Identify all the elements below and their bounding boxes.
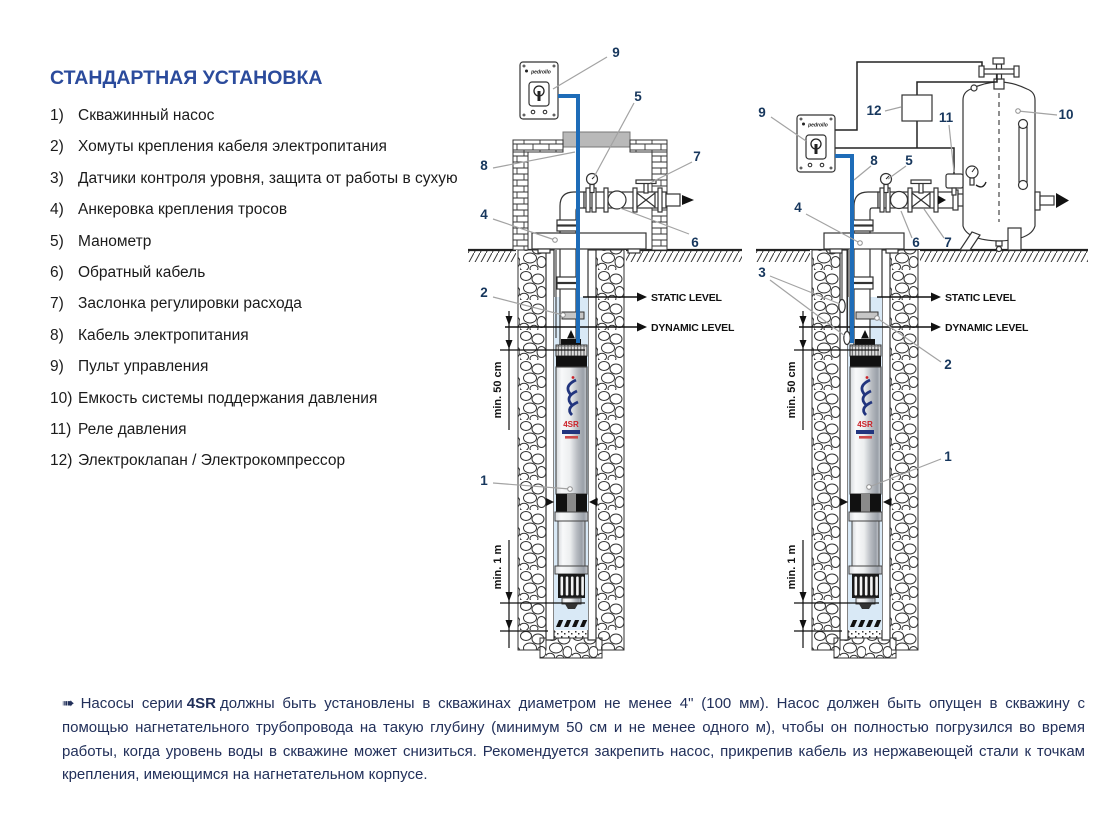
legend-item-9 bbox=[50, 351, 480, 382]
dynamic-level-label: DYNAMIC LEVEL bbox=[945, 322, 1029, 334]
installation-diagrams bbox=[460, 25, 1100, 670]
legend-num: 6) bbox=[50, 263, 64, 281]
legend-label: Электроклапан / Электрокомпрессор bbox=[78, 452, 346, 470]
callout-2: 2 bbox=[944, 357, 952, 372]
legend-label: Манометр bbox=[78, 232, 152, 250]
callout-10: 10 bbox=[1058, 107, 1074, 122]
well-left bbox=[492, 248, 735, 660]
callout-1: 1 bbox=[480, 473, 488, 488]
legend-label: Емкость системы поддержания давления bbox=[78, 389, 378, 407]
legend-num: 3) bbox=[50, 169, 64, 187]
pipe-flange bbox=[1035, 192, 1040, 210]
callout-1: 1 bbox=[944, 449, 952, 464]
installation-note bbox=[62, 692, 1085, 787]
note-pump-model: 4SR bbox=[186, 695, 216, 712]
well-casing bbox=[546, 250, 554, 640]
electro-compressor-box bbox=[902, 95, 932, 121]
callout-12: 12 bbox=[866, 103, 882, 118]
pipe-flange bbox=[557, 220, 579, 225]
legend-item-7 bbox=[50, 288, 480, 319]
legend-num: 1) bbox=[50, 107, 64, 124]
pipe-flange bbox=[851, 226, 873, 231]
callout-4: 4 bbox=[794, 200, 802, 215]
pipe-flange bbox=[851, 284, 873, 290]
brand-dot bbox=[525, 70, 528, 73]
valve-handle bbox=[911, 180, 931, 184]
pump-label-band bbox=[562, 430, 580, 434]
well-wall-stones bbox=[890, 250, 918, 650]
well-right bbox=[786, 248, 1029, 660]
legend-item-10 bbox=[50, 383, 480, 414]
well-wall-stones bbox=[596, 250, 624, 650]
gravel bbox=[848, 630, 882, 638]
pump-model-label: 4SR bbox=[857, 420, 873, 429]
note-lead: Насосы серии bbox=[80, 695, 183, 712]
brand-label: pedrollo bbox=[808, 122, 828, 129]
legend-label: Датчики контроля уровня, защита от работы в сухую bbox=[78, 169, 458, 187]
min-1m-label: min. 1 m bbox=[786, 544, 798, 590]
pipe-flange bbox=[557, 226, 579, 231]
control-panel bbox=[520, 62, 558, 119]
pump-label-band bbox=[565, 436, 578, 439]
callout-8: 8 bbox=[870, 153, 878, 168]
diagram-right-pressure-system-installation bbox=[756, 58, 1088, 660]
diagram-left-borehole-installation bbox=[468, 45, 742, 660]
legend-num: 5) bbox=[50, 232, 64, 250]
callout-7: 7 bbox=[693, 149, 701, 164]
legend-label: Пульт управления bbox=[78, 358, 209, 376]
pipe-flange bbox=[557, 284, 579, 290]
pump-motor bbox=[852, 521, 879, 566]
callout-3: 3 bbox=[758, 265, 766, 280]
page-title: СТАНДАРТНАЯ УСТАНОВКА bbox=[50, 67, 323, 90]
legend-num: 9) bbox=[50, 358, 64, 376]
legend-label: Хомуты крепления кабеля электропитания bbox=[78, 138, 387, 156]
legend-num: 8) bbox=[50, 326, 64, 344]
legend-label: Заслонка регулировки расхода bbox=[78, 295, 302, 313]
callout-7: 7 bbox=[944, 235, 952, 250]
legend-num: 12) bbox=[50, 452, 73, 470]
callout-5: 5 bbox=[905, 153, 913, 168]
dynamic-level-label: DYNAMIC LEVEL bbox=[651, 322, 735, 334]
level-probe bbox=[839, 300, 845, 313]
callout-11: 11 bbox=[938, 110, 954, 125]
pump-model-label: 4SR bbox=[563, 420, 579, 429]
callout-6: 6 bbox=[691, 235, 699, 250]
well-bottom-stones bbox=[834, 638, 896, 658]
brand-dot bbox=[802, 123, 805, 126]
min-50cm-label: min. 50 cm bbox=[492, 361, 504, 419]
pump-motor bbox=[558, 521, 585, 566]
legend-item-3 bbox=[50, 163, 480, 194]
check-valve bbox=[891, 192, 908, 209]
well-casing bbox=[882, 250, 890, 640]
legend-item-5 bbox=[50, 226, 480, 257]
check-valve bbox=[608, 191, 626, 209]
note-body: должны быть установлены в скважинах диаметром не менее 4" (100 мм). Насос должен быть опущен в скважину с помощью нагнетательного трубопровода на такую глубину (минимум 50 см и не менее одного м), чтобы он полностью погрузился во время работы, когда уровень воды в скважине может снизиться. Рекомендуется закрепить насос, прикрепив кабель из нержавеющей стали к точкам крепления, имеющимся на нагнетательном корпусе. bbox=[62, 695, 1085, 784]
legend-label: Анкеровка крепления тросов bbox=[78, 201, 288, 219]
tank-drain bbox=[997, 247, 1002, 252]
min-50cm-label: min. 50 cm bbox=[786, 361, 798, 419]
outlet-pipe bbox=[1040, 196, 1054, 205]
legend-label: Скважинный насос bbox=[78, 107, 215, 124]
legend-item-11 bbox=[50, 414, 480, 445]
pipe-flange bbox=[658, 188, 662, 212]
callout-6: 6 bbox=[912, 235, 920, 250]
min-1m-label: min. 1 m bbox=[492, 544, 504, 590]
tank-leg bbox=[960, 232, 980, 250]
callout-9: 9 bbox=[612, 45, 620, 60]
legend-num: 4) bbox=[50, 201, 64, 219]
legend-label: Реле давления bbox=[78, 420, 187, 438]
legend-item-12 bbox=[50, 445, 480, 476]
well-casing bbox=[588, 250, 596, 640]
pressure-tank bbox=[960, 58, 1069, 252]
legend-item-4 bbox=[50, 194, 480, 225]
legend-label: Кабель электропитания bbox=[78, 326, 249, 344]
legend-num: 11) bbox=[50, 420, 72, 438]
legend-item-1 bbox=[50, 100, 480, 131]
legend-item-8 bbox=[50, 320, 480, 351]
flow-arrow-out bbox=[1056, 193, 1069, 208]
brand-label: pedrollo bbox=[531, 69, 551, 76]
callout-9: 9 bbox=[758, 105, 766, 120]
pipe-flange bbox=[934, 188, 938, 212]
callout-5: 5 bbox=[634, 89, 642, 104]
legend-num: 7) bbox=[50, 295, 64, 313]
pipe-flange bbox=[557, 277, 579, 283]
note-arrow-icon: ➠ bbox=[62, 695, 75, 712]
tank-leg bbox=[1008, 228, 1021, 250]
callout-8: 8 bbox=[480, 158, 488, 173]
flow-arrow bbox=[682, 195, 694, 205]
callout-4: 4 bbox=[480, 207, 488, 222]
pit-cover-slab bbox=[563, 132, 630, 147]
pipe-flange bbox=[851, 220, 873, 225]
callout-2: 2 bbox=[480, 285, 488, 300]
static-level-label: STATIC LEVEL bbox=[651, 292, 722, 304]
legend-num: 10) bbox=[50, 389, 73, 407]
static-level-label: STATIC LEVEL bbox=[945, 292, 1016, 304]
legend-label: Обратный кабель bbox=[78, 263, 206, 281]
legend-num: 2) bbox=[50, 138, 64, 156]
well-bottom-stones bbox=[540, 638, 602, 658]
ground-surface bbox=[756, 250, 1088, 262]
well-wall-stones bbox=[812, 250, 840, 650]
pump-label-band bbox=[856, 430, 874, 434]
legend-item-6 bbox=[50, 257, 480, 288]
legend-list bbox=[50, 100, 480, 477]
level-probe bbox=[844, 332, 850, 345]
legend-item-2 bbox=[50, 131, 480, 162]
riser-pipe bbox=[560, 248, 576, 345]
gravel bbox=[554, 630, 588, 638]
pipe-flange bbox=[851, 277, 873, 283]
tank-level-gauge bbox=[1019, 120, 1028, 190]
control-panel bbox=[797, 115, 835, 172]
riser-pipe bbox=[854, 248, 870, 345]
pump-label-band bbox=[859, 436, 872, 439]
